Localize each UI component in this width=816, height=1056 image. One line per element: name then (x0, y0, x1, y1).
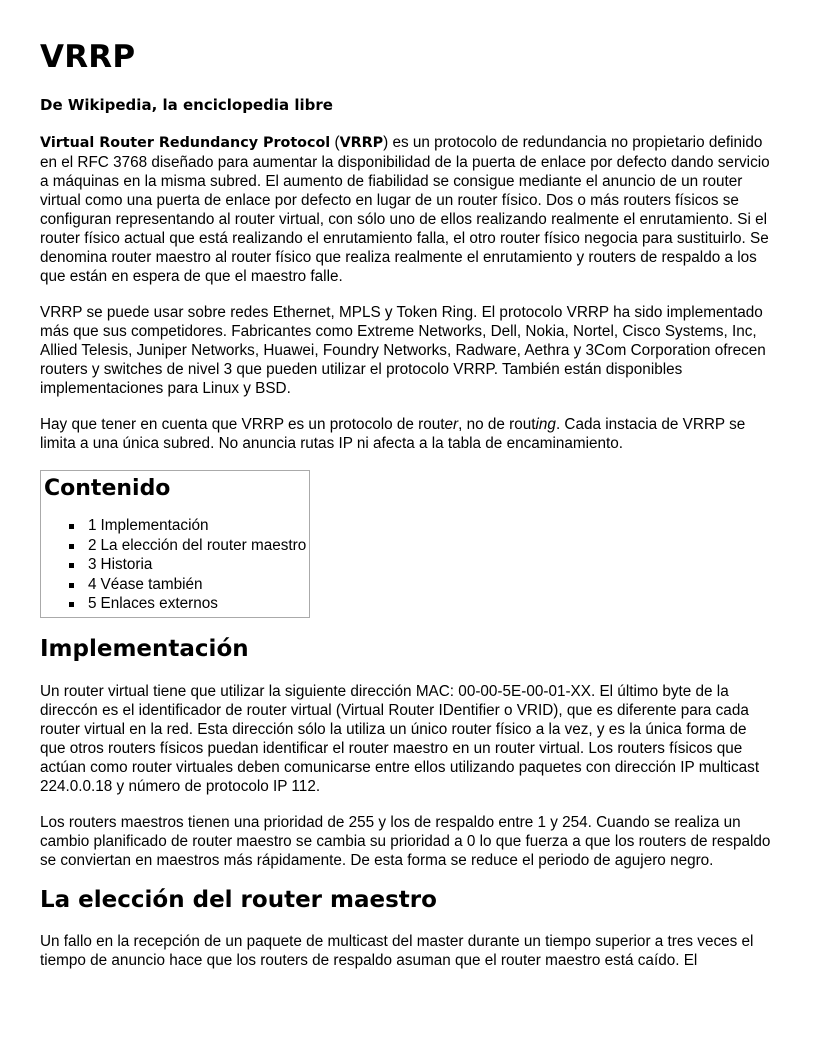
toc-item-number: 5 (88, 595, 97, 613)
implementacion-paragraph-1: Un router virtual tiene que utilizar la siguiente dirección MAC: 00-00-5E-00-01-XX. El último byte de la direccón es el identificador de router virtual (Virtual Router IDentifier o VRID), que es diferente para cada router virtual en la red. Esta dirección sólo la utiliza un único router físico a la vez, y es la única forma de que otros routers físicos puedan identificar el router maestro en un router virtual. Los routers físicos que actúan como router virtuales deben comunicarse entre ellos utilizando paquetes con dirección IP multicast 224.0.0.18 y número de protocolo IP 112. (40, 682, 760, 795)
section-heading-implementacion: Implementación (40, 635, 249, 662)
eleccion-paragraph-1: Un fallo en la recepción de un paquete de multicast del master durante un tiempo superior a tres veces el tiempo de anuncio hace que los routers de respaldo asuman que el router maestro está caído. El (40, 933, 754, 970)
toc-item-vease-tambien[interactable] (68, 575, 306, 595)
implementacion-paragraph-2: Los routers maestros tienen una prioridad de 255 y los de respaldo entre 1 y 254. Cuando se realiza un cambio planificado de router maestro se cambia su prioridad a 0 lo que fuerza a que los routers de respaldo se conviertan en maestros más rápidamente. De esta forma se reduce el periodo de agujero negro. (40, 813, 771, 869)
page-title: VRRP (40, 39, 136, 75)
paragraph-vendors: VRRP se puede usar sobre redes Ethernet, MPLS y Token Ring. El protocolo VRRP ha sido implementado más que sus competidores. Fabricantes como Extreme Networks, Dell, Nokia, Nortel, Cisco Systems, Inc, Allied Telesis, Juniper Networks, Huawei, Foundry Networks, Radware, Aethra y 3Com Corporation ofrecen routers y switches de nivel 3 que pueden utilizar el protocolo VRRP. También están disponibles implementaciones para Linux y BSD. (40, 304, 766, 398)
page-subtitle: De Wikipedia, la enciclopedia libre (40, 96, 333, 115)
intro-paren-open: ( (330, 134, 340, 152)
para3-text-3: . Cada instacia de VRRP se limita a una única subred. No anuncia rutas IP ni afecta a la tabla de encaminamiento. (40, 416, 746, 453)
intro-bold-abbr: VRRP (339, 135, 384, 152)
toc-item-label: Véase también (100, 575, 203, 593)
toc-item-number: 4 (88, 575, 97, 593)
toc-list (44, 516, 306, 614)
bullet-icon (69, 602, 74, 607)
toc-item-number: 2 (88, 536, 97, 554)
toc-item-historia[interactable] (68, 555, 306, 575)
paragraph-router-vs-routing (40, 415, 776, 453)
bullet-icon (69, 583, 74, 588)
table-of-contents (40, 470, 310, 618)
para3-text-2: , no de rout (458, 416, 536, 434)
bullet-icon (69, 524, 74, 529)
toc-item-label: La elección del router maestro (100, 536, 307, 554)
intro-rest: ) es un protocolo de redundancia no propietario definido en el RFC 3768 diseñado para aumentar la disponibilidad de la puerta de enlace por defecto dando servicio a máquinas en la misma subred. El aumento de fiabilidad se consigue mediante el anuncio de un router virtual como una puerta de enlace por defecto en lugar de un router físico. Dos o más routers físicos se configuran representando al router virtual, con sólo uno de ellos realizando realmente el enrutamiento. Si el router físico actual que está realizando el enrutamiento falla, el otro router físico negocia para sustituirlo. Se denomina router maestro al router físico que realiza realmente el enrutamiento y routers de respaldo a los que están en espera de que el maestro falle. (40, 134, 770, 286)
section-heading-eleccion: La elección del router maestro (40, 886, 437, 913)
toc-title: Contenido (44, 476, 171, 502)
toc-item-number: 1 (88, 517, 97, 535)
toc-item-label: Enlaces externos (100, 595, 218, 613)
para3-text-1: Hay que tener en cuenta que VRRP es un protocolo de rout (40, 416, 445, 434)
intro-paragraph (40, 133, 776, 286)
toc-item-number: 3 (88, 556, 97, 574)
toc-item-implementacion[interactable] (68, 516, 306, 536)
intro-bold-name: Virtual Router Redundancy Protocol (40, 135, 331, 152)
bullet-icon (69, 544, 74, 549)
para3-italic-2: ing (535, 416, 556, 434)
bullet-icon (69, 563, 74, 568)
toc-item-eleccion[interactable] (68, 536, 306, 556)
toc-item-label: Historia (100, 556, 153, 574)
para3-italic-1: er (444, 416, 459, 434)
toc-item-label: Implementación (100, 517, 209, 535)
toc-item-enlaces-externos[interactable] (68, 594, 306, 614)
